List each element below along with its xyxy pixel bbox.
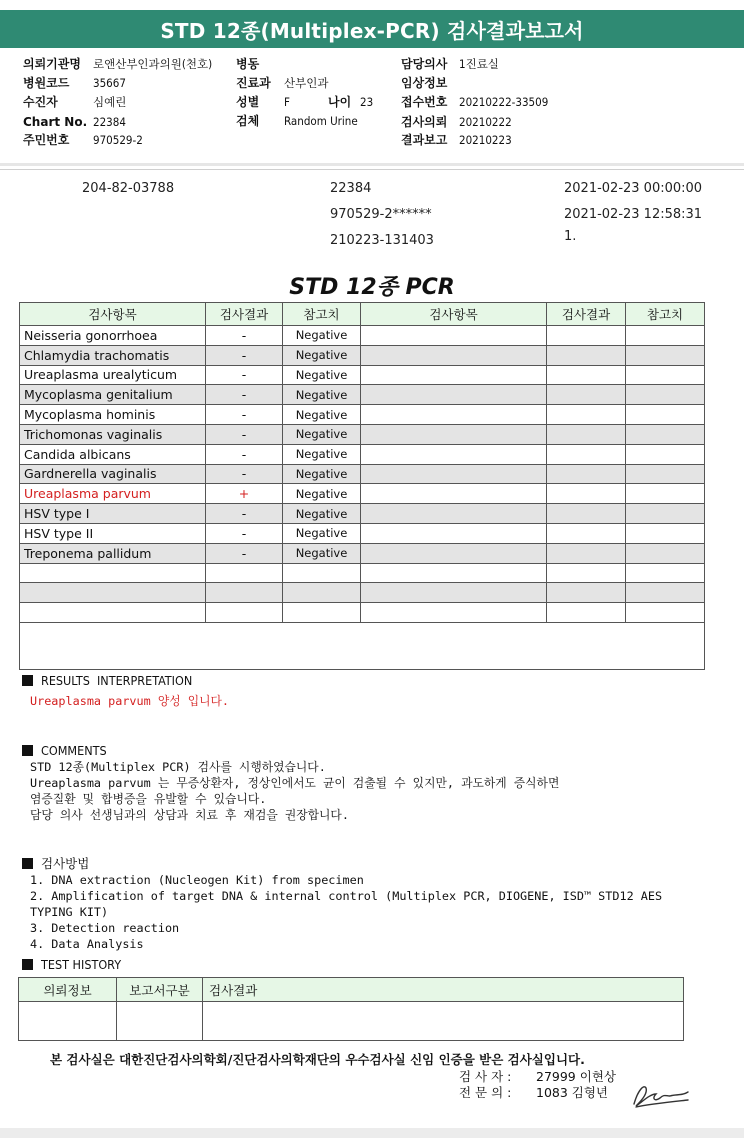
empty-cell <box>206 603 283 623</box>
empty-cell <box>547 504 626 524</box>
test-item: Ureaplasma urealyticum <box>20 365 206 385</box>
tester-name: 27999 이현상 <box>536 1069 616 1084</box>
header-row: 임상정보 <box>401 76 448 90</box>
test-item: Neisseria gonorrhoea <box>20 326 206 346</box>
empty-cell <box>206 583 283 603</box>
header-row: 접수번호 20210222-33509 <box>401 95 549 109</box>
empty-cell <box>626 543 705 563</box>
empty-cell <box>547 345 626 365</box>
report-title: STD 12종(Multiplex-PCR) 검사결과보고서 <box>0 10 744 48</box>
test-result: - <box>206 504 283 524</box>
history-header <box>19 978 684 1002</box>
history-cell <box>117 1002 203 1041</box>
pcr-title: STD 12종 PCR <box>289 275 455 300</box>
square-bullet-icon <box>22 959 33 970</box>
table-row <box>20 365 705 385</box>
empty-cell <box>547 484 626 504</box>
empty-cell <box>626 464 705 484</box>
table-row <box>20 405 705 425</box>
table-row <box>20 326 705 346</box>
method-heading: 검사방법 <box>22 854 89 872</box>
table-row <box>20 464 705 484</box>
column-header: 검사항목 <box>361 303 547 326</box>
header-row: 검체 Random Urine <box>236 114 358 128</box>
test-result: - <box>206 365 283 385</box>
table-row <box>20 523 705 543</box>
method-line: 4. Data Analysis <box>30 937 144 951</box>
empty-cell <box>626 523 705 543</box>
test-item: Trichomonas vaginalis <box>20 424 206 444</box>
column-header: 검사결과 <box>203 978 684 1002</box>
datetime-1: 2021-02-23 00:00:00 <box>564 181 703 196</box>
history-heading: TEST HISTORY <box>22 957 121 972</box>
reference-value: Negative <box>283 424 361 444</box>
header-row: 수진자 심예린 <box>23 95 127 109</box>
test-item: Ureaplasma parvum <box>20 484 206 504</box>
empty-cell <box>547 583 626 603</box>
empty-cell <box>626 444 705 464</box>
table-row <box>20 563 705 583</box>
test-item: Mycoplasma genitalium <box>20 385 206 405</box>
empty-cell <box>547 405 626 425</box>
column-header: 검사결과 <box>547 303 626 326</box>
header-row: Chart No. 22384 <box>23 115 126 129</box>
history-cell <box>203 1002 684 1041</box>
header-row: 성별 F <box>236 95 290 109</box>
header-row: 병동 <box>236 57 260 71</box>
test-item: Chlamydia trachomatis <box>20 345 206 365</box>
table-row <box>20 603 705 623</box>
empty-cell <box>361 543 547 563</box>
table-row <box>20 543 705 563</box>
test-result: - <box>206 405 283 425</box>
signature-icon <box>630 1080 694 1110</box>
empty-cell <box>20 622 705 669</box>
results-text: Ureaplasma parvum 양성 입니다. <box>30 694 230 708</box>
table-header <box>20 303 705 326</box>
method-line: 1. DNA extraction (Nucleogen Kit) from specimen <box>30 873 364 887</box>
square-bullet-icon <box>22 858 33 869</box>
reference-value: Negative <box>283 365 361 385</box>
divider <box>0 163 744 166</box>
test-result: - <box>206 385 283 405</box>
empty-cell <box>547 385 626 405</box>
empty-cell <box>626 583 705 603</box>
test-result: + <box>206 484 283 504</box>
empty-cell <box>361 464 547 484</box>
header-row: 담당의사 1진료실 <box>401 57 499 71</box>
test-result: - <box>206 523 283 543</box>
history-cell <box>19 1002 117 1041</box>
table-row <box>20 345 705 365</box>
empty-cell <box>20 583 206 603</box>
comment-line: 염증질환 및 합병증을 유발할 수 있습니다. <box>30 792 267 806</box>
empty-cell <box>206 563 283 583</box>
empty-cell <box>547 464 626 484</box>
empty-cell <box>361 563 547 583</box>
table-row <box>20 583 705 603</box>
empty-cell <box>626 563 705 583</box>
column-header: 의뢰정보 <box>19 978 117 1002</box>
test-result: - <box>206 444 283 464</box>
table-row <box>20 504 705 524</box>
empty-cell <box>361 385 547 405</box>
empty-cell <box>626 345 705 365</box>
test-item: HSV type I <box>20 504 206 524</box>
header-age: 나이 23 <box>328 95 374 109</box>
empty-cell <box>361 326 547 346</box>
empty-cell <box>20 563 206 583</box>
column-header: 참고치 <box>283 303 361 326</box>
empty-cell <box>626 603 705 623</box>
test-result: - <box>206 464 283 484</box>
reference-value: Negative <box>283 523 361 543</box>
table-row <box>20 424 705 444</box>
empty-cell <box>547 603 626 623</box>
table-row <box>20 484 705 504</box>
reg-number: 204-82-03788 <box>82 181 175 196</box>
empty-cell <box>361 405 547 425</box>
method-line: 3. Detection reaction <box>30 921 180 935</box>
expert-label: 전 문 의 : <box>459 1085 512 1100</box>
column-header: 검사항목 <box>20 303 206 326</box>
header-row: 진료과 산부인과 <box>236 76 329 90</box>
tester-label: 검 사 자 : <box>459 1069 512 1084</box>
reference-value: Negative <box>283 405 361 425</box>
empty-cell <box>361 603 547 623</box>
empty-cell <box>626 365 705 385</box>
column-header: 참고치 <box>626 303 705 326</box>
table-row <box>20 385 705 405</box>
empty-cell <box>361 504 547 524</box>
chart-number: 22384 <box>330 181 372 196</box>
empty-cell <box>626 504 705 524</box>
empty-cell <box>547 424 626 444</box>
table-row <box>20 622 705 669</box>
empty-cell <box>547 543 626 563</box>
suffix: 1. <box>564 229 577 244</box>
bottom-bar <box>0 1128 744 1138</box>
empty-cell <box>283 563 361 583</box>
square-bullet-icon <box>22 675 33 686</box>
history-table <box>18 977 684 1041</box>
header-row: 의뢰기관명 로앤산부인과의원(천호) <box>23 57 213 71</box>
reference-value: Negative <box>283 444 361 464</box>
test-result: - <box>206 543 283 563</box>
certification-statement: 본 검사실은 대한진단검사의학회/진단검사의학재단의 우수검사실 신임 인증을 받은 검사실입니다. <box>50 1052 585 1067</box>
test-item: Gardnerella vaginalis <box>20 464 206 484</box>
expert-name: 1083 김형년 <box>536 1085 609 1100</box>
empty-cell <box>283 603 361 623</box>
reference-value: Negative <box>283 345 361 365</box>
reference-value: Negative <box>283 326 361 346</box>
table-row <box>20 444 705 464</box>
reference-value: Negative <box>283 385 361 405</box>
empty-cell <box>361 484 547 504</box>
test-item: Treponema pallidum <box>20 543 206 563</box>
method-line: 2. Amplification of target DNA & internal control (Multiplex PCR, DIOGENE, ISD™ STD12 AES <box>30 889 663 903</box>
reference-value: Negative <box>283 484 361 504</box>
id-masked: 970529-2****** <box>330 207 432 222</box>
empty-cell <box>547 365 626 385</box>
empty-cell <box>361 444 547 464</box>
reference-value: Negative <box>283 543 361 563</box>
reference-value: Negative <box>283 504 361 524</box>
empty-cell <box>361 365 547 385</box>
empty-cell <box>626 424 705 444</box>
test-result: - <box>206 424 283 444</box>
empty-cell <box>547 444 626 464</box>
method-line: TYPING KIT) <box>30 905 109 919</box>
column-header: 보고서구분 <box>117 978 203 1002</box>
empty-cell <box>361 424 547 444</box>
empty-cell <box>361 345 547 365</box>
header-row: 검사의뢰 20210222 <box>401 115 512 129</box>
empty-cell <box>547 326 626 346</box>
test-result: - <box>206 326 283 346</box>
empty-cell <box>283 583 361 603</box>
empty-cell <box>626 405 705 425</box>
square-bullet-icon <box>22 745 33 756</box>
comments-heading: COMMENTS <box>22 743 107 758</box>
header-row: 결과보고 20210223 <box>401 133 512 147</box>
empty-cell <box>20 603 206 623</box>
test-item: HSV type II <box>20 523 206 543</box>
column-header: 검사결과 <box>206 303 283 326</box>
empty-cell <box>361 523 547 543</box>
datetime-2: 2021-02-23 12:58:31 <box>564 207 703 222</box>
empty-cell <box>626 326 705 346</box>
comment-line: 담당 의사 선생님과의 상담과 치료 후 재검을 권장합니다. <box>30 808 349 822</box>
results-table <box>19 302 705 670</box>
history-row <box>19 1002 684 1041</box>
empty-cell <box>626 484 705 504</box>
empty-cell <box>626 385 705 405</box>
reference-value: Negative <box>283 464 361 484</box>
comment-line: STD 12종(Multiplex PCR) 검사를 시행하였습니다. <box>30 760 326 774</box>
empty-cell <box>547 523 626 543</box>
test-item: Candida albicans <box>20 444 206 464</box>
results-heading: RESULTS INTERPRETATION <box>22 673 192 688</box>
test-result: - <box>206 345 283 365</box>
code: 210223-131403 <box>330 233 434 248</box>
empty-cell <box>547 563 626 583</box>
header-row: 병원코드 35667 <box>23 76 126 90</box>
test-item: Mycoplasma hominis <box>20 405 206 425</box>
divider <box>0 169 744 170</box>
comment-line: Ureaplasma parvum 는 무증상환자, 정상인에서도 균이 검출될 수 있지만, 과도하게 증식하면 <box>30 776 560 790</box>
header-row: 주민번호 970529-2 <box>23 133 143 147</box>
empty-cell <box>361 583 547 603</box>
